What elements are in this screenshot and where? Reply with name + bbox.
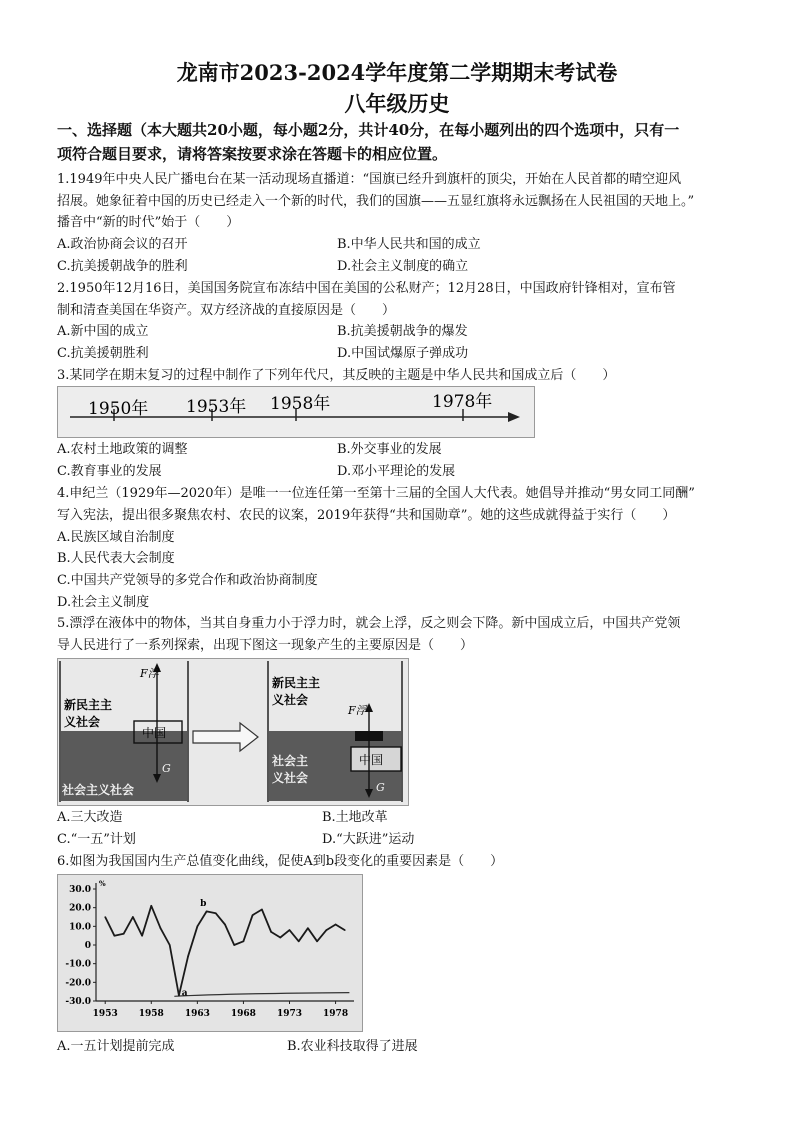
chart-data-point bbox=[233, 944, 235, 946]
q3-option-b[interactable]: B.外交事业的发展 bbox=[337, 442, 442, 457]
chart-data-point bbox=[141, 935, 143, 937]
chart-data-point bbox=[206, 911, 208, 913]
chart-data-point bbox=[150, 905, 152, 907]
q5-stem-line1: 5.漂浮在液体中的物体，当其自身重力小于浮力时，就会上浮，反之则会下降。新中国成立后，中国共产党领 bbox=[57, 616, 681, 631]
chart-x-tick-label: 1953 bbox=[92, 1009, 118, 1019]
chart-data-point bbox=[224, 924, 226, 926]
q3-stem: 3.某同学在期末复习的过程中制作了下列年代尺，其反映的主题是中华人民共和国成立后（ ） bbox=[57, 368, 616, 383]
buoyancy-figure bbox=[57, 658, 409, 806]
q6-option-a[interactable]: A.一五计划提前完成 bbox=[57, 1039, 175, 1054]
q1-option-b[interactable]: B.中华人民共和国的成立 bbox=[337, 237, 481, 252]
chart-baseline-curve bbox=[174, 993, 349, 997]
right-upper-line1: 新民主主 bbox=[272, 676, 321, 690]
chart-data-point bbox=[326, 929, 328, 931]
chart-data-point bbox=[344, 929, 346, 931]
buoyancy-svg bbox=[58, 659, 408, 805]
right-lower-line2: 义社会 bbox=[272, 771, 309, 785]
right-upper-label bbox=[272, 675, 324, 707]
q1-stem-line2: 招展。她象征着中国的历史已经走入一个新的时代，我们的国旗——五显红旗将永远飘扬在人民祖国的天地上。” bbox=[57, 194, 695, 209]
q1-option-d[interactable]: D.社会主义制度的确立 bbox=[337, 259, 469, 274]
right-upper-line2: 义社会 bbox=[272, 693, 309, 707]
chart-x-tick-label: 1963 bbox=[184, 1009, 210, 1019]
chart-y-tick-label: 0 bbox=[84, 941, 91, 951]
left-lower-label: 社会主义社会 bbox=[62, 783, 135, 797]
left-upper-label bbox=[64, 697, 116, 729]
timeline-label-1950: 1950年 bbox=[88, 399, 149, 419]
chart-data-point bbox=[104, 916, 106, 918]
chart-y-tick-label: 30.0 bbox=[69, 885, 91, 895]
chart-x-tick-label: 1978 bbox=[323, 1009, 349, 1019]
chart-data-point bbox=[335, 924, 337, 926]
chart-data-point bbox=[197, 926, 199, 928]
q5-option-c[interactable]: C.“一五”计划 bbox=[57, 832, 136, 847]
exam-title: 龙南市2023-2024学年度第二学期期末考试卷 bbox=[176, 60, 618, 85]
right-china-label: 中国 bbox=[359, 753, 384, 767]
chart-x-tick-label: 1968 bbox=[230, 1009, 256, 1019]
right-lower-line1: 社会主 bbox=[272, 754, 309, 768]
right-g-label: G bbox=[376, 781, 385, 794]
timeline-svg bbox=[58, 387, 534, 437]
chart-data-point bbox=[261, 909, 263, 911]
q1-option-a[interactable]: A.政治协商会议的召开 bbox=[57, 237, 188, 252]
timeline-label-1978: 1978年 bbox=[432, 392, 493, 412]
chart-data-point bbox=[160, 927, 162, 929]
transition-arrow-icon bbox=[193, 723, 258, 751]
q4-option-a[interactable]: A.民族区域自治制度 bbox=[57, 530, 175, 545]
left-g-label: G bbox=[162, 762, 171, 775]
chart-y-tick-label: 10.0 bbox=[69, 922, 91, 933]
chart-data-point bbox=[178, 995, 180, 997]
timeline-figure bbox=[57, 386, 535, 438]
left-upper-line2: 义社会 bbox=[64, 715, 101, 729]
q4-option-b[interactable]: B.人民代表大会制度 bbox=[57, 551, 175, 566]
exam-subtitle: 八年级历史 bbox=[344, 91, 450, 116]
chart-data-point bbox=[243, 940, 245, 942]
timeline-label-1958: 1958年 bbox=[270, 394, 331, 414]
chart-data-point bbox=[114, 935, 116, 937]
q4-option-d[interactable]: D.社会主义制度 bbox=[57, 595, 150, 610]
q2-option-a[interactable]: A.新中国的成立 bbox=[57, 324, 149, 339]
q4-stem-line2: 写入宪法，提出很多聚焦农村、农民的议案，2019年获得“共和国勋章”。她的这些成就得益于实行（ ） bbox=[57, 508, 676, 523]
chart-data-point bbox=[123, 933, 125, 935]
chart-data-point bbox=[307, 927, 309, 929]
chart-data-point bbox=[215, 912, 217, 914]
q4-option-c[interactable]: C.中国共产党领导的多党合作和政治协商制度 bbox=[57, 573, 318, 588]
left-china-label: 中国 bbox=[142, 726, 167, 740]
q2-option-c[interactable]: C.抗美援朝胜利 bbox=[57, 346, 149, 361]
q5-stem-line2: 导人民进行了一系列探索，出现下图这一现象产生的主要原因是（ ） bbox=[57, 638, 474, 653]
q6-stem: 6.如图为我国国内生产总值变化曲线，促使A到b段变化的重要因素是（ ） bbox=[57, 854, 504, 869]
q5-option-d[interactable]: D.“大跃进”运动 bbox=[322, 832, 415, 847]
chart-y-tick-label: -30.0 bbox=[65, 997, 91, 1007]
q5-option-a[interactable]: A.三大改造 bbox=[57, 810, 123, 825]
q1-stem-line1: 1.1949年中央人民广播电台在某一活动现场直播道：“国旗已经升到旗杆的顶尖，开始在人民首都的晴空迎风 bbox=[57, 172, 682, 187]
q6-option-b[interactable]: B.农业科技取得了进展 bbox=[287, 1039, 418, 1054]
chart-data-point bbox=[279, 937, 281, 939]
chart-data-point bbox=[252, 914, 254, 916]
q2-stem-line1: 2.1950年12月16日，美国国务院宣布冻结中国在美国的公私财产；12月28日，中国政府针锋相对，宣布管 bbox=[57, 281, 676, 296]
q2-option-b[interactable]: B.抗美援朝战争的爆发 bbox=[337, 324, 468, 339]
chart-annotation-b: b bbox=[200, 898, 207, 909]
chart-data-point bbox=[187, 955, 189, 957]
chart-data-point bbox=[169, 944, 171, 946]
q4-stem-line1: 4.申纪兰（1929年—2020年）是唯一一位连任第一至第十三届的全国人大代表。她倡导并推动“男女同工同酬” bbox=[57, 486, 695, 501]
chart-data-point bbox=[270, 931, 272, 933]
chart-y-tick-label: -20.0 bbox=[65, 978, 91, 989]
chart-y-unit: % bbox=[99, 879, 106, 888]
chart-data-point bbox=[132, 916, 134, 918]
q5-option-b[interactable]: B.土地改革 bbox=[322, 810, 388, 825]
right-f-label: F浮 bbox=[348, 704, 367, 717]
chart-data-point bbox=[316, 940, 318, 942]
q1-stem-line3: 播音中“新的时代”始于（ ） bbox=[57, 215, 240, 230]
chart-data-point bbox=[298, 940, 300, 942]
q3-option-d[interactable]: D.邓小平理论的发展 bbox=[337, 464, 456, 479]
chart-x-tick-label: 1958 bbox=[138, 1009, 164, 1019]
chart-series-line bbox=[105, 906, 345, 999]
gdp-chart bbox=[58, 875, 362, 1031]
left-upper-line1: 新民主主 bbox=[64, 698, 113, 712]
gdp-chart-figure bbox=[57, 874, 363, 1032]
section-heading-line1: 一、选择题（本大题共20小题，每小题2分，共计40分，在每小题列出的四个选项中，只有一 bbox=[57, 121, 680, 139]
q1-option-c[interactable]: C.抗美援朝战争的胜利 bbox=[57, 259, 188, 274]
q3-option-a[interactable]: A.农村土地政策的调整 bbox=[57, 442, 188, 457]
section-heading-line2: 项符合题目要求，请将答案按要求涂在答题卡的相应位置。 bbox=[57, 145, 448, 163]
chart-y-tick-label: 20.0 bbox=[69, 903, 91, 914]
chart-y-tick-label: -10.0 bbox=[65, 959, 91, 970]
left-f-label: F浮 bbox=[140, 667, 159, 680]
chart-data-point bbox=[289, 929, 291, 931]
timeline-label-1953: 1953年 bbox=[186, 397, 247, 417]
timeline-arrow-icon bbox=[508, 412, 520, 422]
q2-stem-line2: 制和清查美国在华资产。双方经济战的直接原因是（ ） bbox=[57, 303, 396, 318]
q2-option-d[interactable]: D.中国试爆原子弹成功 bbox=[337, 346, 469, 361]
q3-option-c[interactable]: C.教育事业的发展 bbox=[57, 464, 162, 479]
chart-x-tick-label: 1973 bbox=[276, 1009, 303, 1019]
chart-annotation-a: a bbox=[181, 988, 188, 999]
